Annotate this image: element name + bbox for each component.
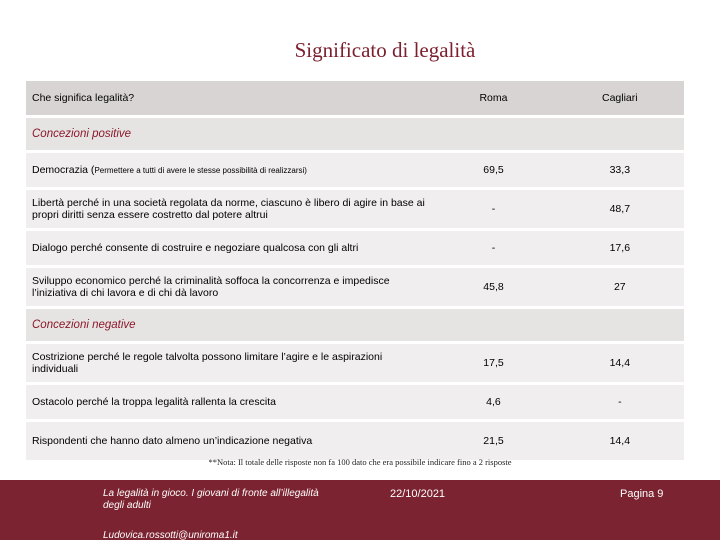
footer-email: Ludovica.rossotti@uniroma1.it xyxy=(103,530,238,541)
table-row xyxy=(26,190,684,228)
row-label: Libertà perché in una società regolata da norme, ciascuno è libero di agire in base ai propri diritti senza essere costretto dal potere altrui xyxy=(26,190,431,228)
table-row xyxy=(26,231,684,265)
header-roma: Roma xyxy=(431,81,555,115)
header-cagliari: Cagliari xyxy=(556,81,684,115)
table-row xyxy=(26,344,684,382)
cell-cagliari: 27 xyxy=(556,268,684,306)
section-positive-row xyxy=(26,118,684,150)
row-label: Democrazia (Permettere a tutti di avere le stesse possibilità di realizzarsi) xyxy=(26,153,431,187)
footer-project: La legalità in gioco. I giovani di fronte all’illegalità degli adulti xyxy=(103,488,319,511)
footer-bar xyxy=(0,480,720,540)
cell-roma: - xyxy=(431,190,555,228)
cell-roma: 4,6 xyxy=(431,385,555,419)
table-row xyxy=(26,268,684,306)
table-header-row xyxy=(26,81,684,115)
cell-roma: 69,5 xyxy=(431,153,555,187)
cell-cagliari: 33,3 xyxy=(556,153,684,187)
row-label: Dialogo perché consente di costruire e negoziare qualcosa con gli altri xyxy=(26,231,431,265)
slide-title: Significato di legalità xyxy=(294,38,476,62)
table-row xyxy=(26,385,684,419)
header-question: Che significa legalità? xyxy=(26,81,431,115)
footnote: **Nota: Il totale delle risposte non fa 100 dato che era possibile indicare fino a 2 risposte xyxy=(208,457,512,467)
table-row xyxy=(26,153,684,187)
cell-roma: 45,8 xyxy=(431,268,555,306)
cell-cagliari: 17,6 xyxy=(556,231,684,265)
cell-roma: 17,5 xyxy=(431,344,555,382)
footer-date: 22/10/2021 xyxy=(390,488,446,500)
cell-cagliari: - xyxy=(556,385,684,419)
section-negative-row xyxy=(26,309,684,341)
table-row xyxy=(26,422,684,460)
row-label: Sviluppo economico perché la criminalità soffoca la concorrenza e impedisce l’iniziativa di chi lavora e di chi dà lavoro xyxy=(26,268,431,306)
cell-roma: 21,5 xyxy=(431,422,555,460)
cell-cagliari: 48,7 xyxy=(556,190,684,228)
footer-page-number: Pagina 9 xyxy=(620,488,664,500)
section-negative-label: Concezioni negative xyxy=(26,309,431,341)
cell-cagliari: 14,4 xyxy=(556,344,684,382)
cell-roma: - xyxy=(431,231,555,265)
cell-cagliari: 14,4 xyxy=(556,422,684,460)
row-label: Costrizione perché le regole talvolta possono limitare l’agire e le aspirazioni individuali xyxy=(26,344,431,382)
results-table xyxy=(26,78,684,463)
section-positive-label: Concezioni positive xyxy=(26,118,431,150)
row-label: Ostacolo perché la troppa legalità rallenta la crescita xyxy=(26,385,431,419)
row-label: Rispondenti che hanno dato almeno un’indicazione negativa xyxy=(26,422,431,460)
